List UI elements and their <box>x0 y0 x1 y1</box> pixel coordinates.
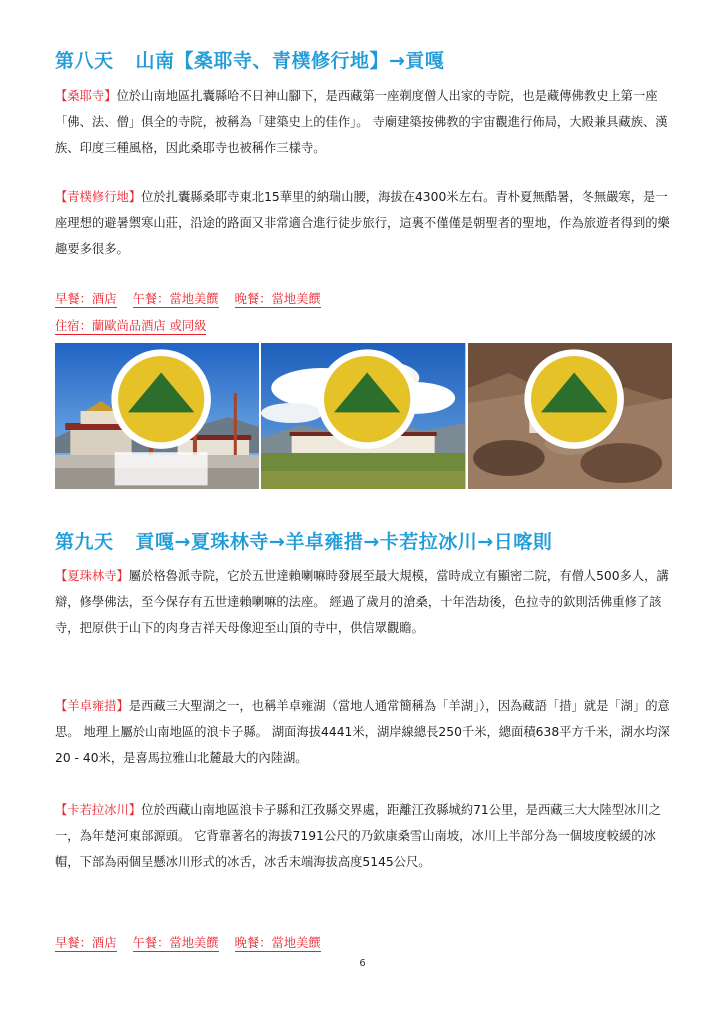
karola-tag: 【卡若拉冰川】 <box>55 803 142 817</box>
day9-paragraph-shalu <box>55 563 671 641</box>
samye-tag: 【桑耶寺】 <box>55 89 117 103</box>
day9-paragraph-yamdrok <box>55 693 671 771</box>
lodging-text: 住宿：蘭歐尚品酒店 或同級 <box>55 319 207 333</box>
day8-meals <box>55 290 321 308</box>
watermark-logo-icon <box>472 346 672 489</box>
yamdrok-text: 是西藏三大聖湖之一，也稱羊卓雍湖（當地人通常簡稱為「羊湖」），因為藏語「措」就是「湖」的意思。 地理上屬於山南地區的浪卡子縣。 湖面海拔4441米，湖岸線總長250千米，總面積638平方千米，湖水均深20 - 40米，是喜馬拉雅山北麓最大的內陸湖。 <box>55 699 670 765</box>
chimpu-text: 位於扎囊縣桑耶寺東北15華里的納瑞山腰，海拔在4300米左右。青朴夏無酷暑，冬無嚴寒，是一座理想的避暑禦寒山莊，沿途的路面又非常適合進行徒步旅行，這裏不僅僅是朝聖者的聖地，作為旅遊者得到的樂趣要多很多。 <box>55 190 670 256</box>
day9-paragraph-karola <box>55 797 671 875</box>
day9-lunch: 午餐：當地美饌 <box>132 936 219 950</box>
day8-breakfast: 早餐：酒店 <box>55 292 117 306</box>
day8-label: 第八天 <box>55 50 114 72</box>
day9-label: 第九天 <box>55 531 114 553</box>
day9-title <box>55 527 552 554</box>
day8-title <box>55 46 444 73</box>
photo-samye-monastery <box>55 343 259 489</box>
photo-samye-landscape <box>261 343 465 489</box>
day8-lodging <box>55 317 206 335</box>
day8-paragraph-samye <box>55 83 671 161</box>
day8-dinner: 晚餐：當地美饌 <box>234 292 321 306</box>
day8-paragraph-chimpu <box>55 184 671 262</box>
day9-meals <box>55 934 321 952</box>
page-number: 6 <box>359 958 366 969</box>
day9-route: 貢嘎→夏珠林寺→羊卓雍措→卡若拉冰川→日喀則 <box>135 531 553 553</box>
watermark-logo-icon <box>59 346 259 489</box>
watermark-logo-icon <box>265 346 465 489</box>
shalu-text: 屬於格魯派寺院，它於五世達賴喇嘛時發展至最大規模，當時成立有顯密二院，有僧人500多人，講辯，修學佛法，至今保存有五世達賴喇嘛的法座。 經過了歲月的滄桑，十年浩劫後，色拉寺的欽則活佛重修了該寺，把原供于山下的肉身吉祥天母像迎至山頂的寺中，供信眾觀瞻。 <box>55 569 669 635</box>
day9-breakfast: 早餐：酒店 <box>55 936 117 950</box>
yamdrok-tag: 【羊卓雍措】 <box>55 699 129 713</box>
karola-text: 位於西藏山南地區浪卡子縣和江孜縣交界處，距離江孜縣城約71公里，是西藏三大大陸型冰川之一，為年楚河東部源頭。 它背靠著名的海拔7191公尺的乃欽康桑雪山南坡，冰川上半部分為一個坡度較緩的冰帽，下部為兩個呈懸冰川形式的冰舌，冰舌末端海拔高度5145公尺。 <box>55 803 661 869</box>
photo-strip <box>55 343 672 489</box>
day8-lunch: 午餐：當地美饌 <box>132 292 219 306</box>
day8-route: 山南【桑耶寺、青樸修行地】→貢嘎 <box>135 50 445 72</box>
day9-dinner: 晚餐：當地美饌 <box>234 936 321 950</box>
shalu-tag: 【夏珠林寺】 <box>55 569 129 583</box>
samye-text: 位於山南地區扎囊縣哈不日神山腳下，是西藏第一座剃度僧人出家的寺院，也是藏傳佛教史上第一座「佛、法、僧」俱全的寺院，被稱為「建築史上的佳作」。 寺廟建築按佛教的宇宙觀進行佈局，大殿兼具藏族、漢族、印度三種風格，因此桑耶寺也被稱作三樣寺。 <box>55 89 668 155</box>
photo-chimpu-retreat <box>468 343 672 489</box>
chimpu-tag: 【青樸修行地】 <box>55 190 142 204</box>
